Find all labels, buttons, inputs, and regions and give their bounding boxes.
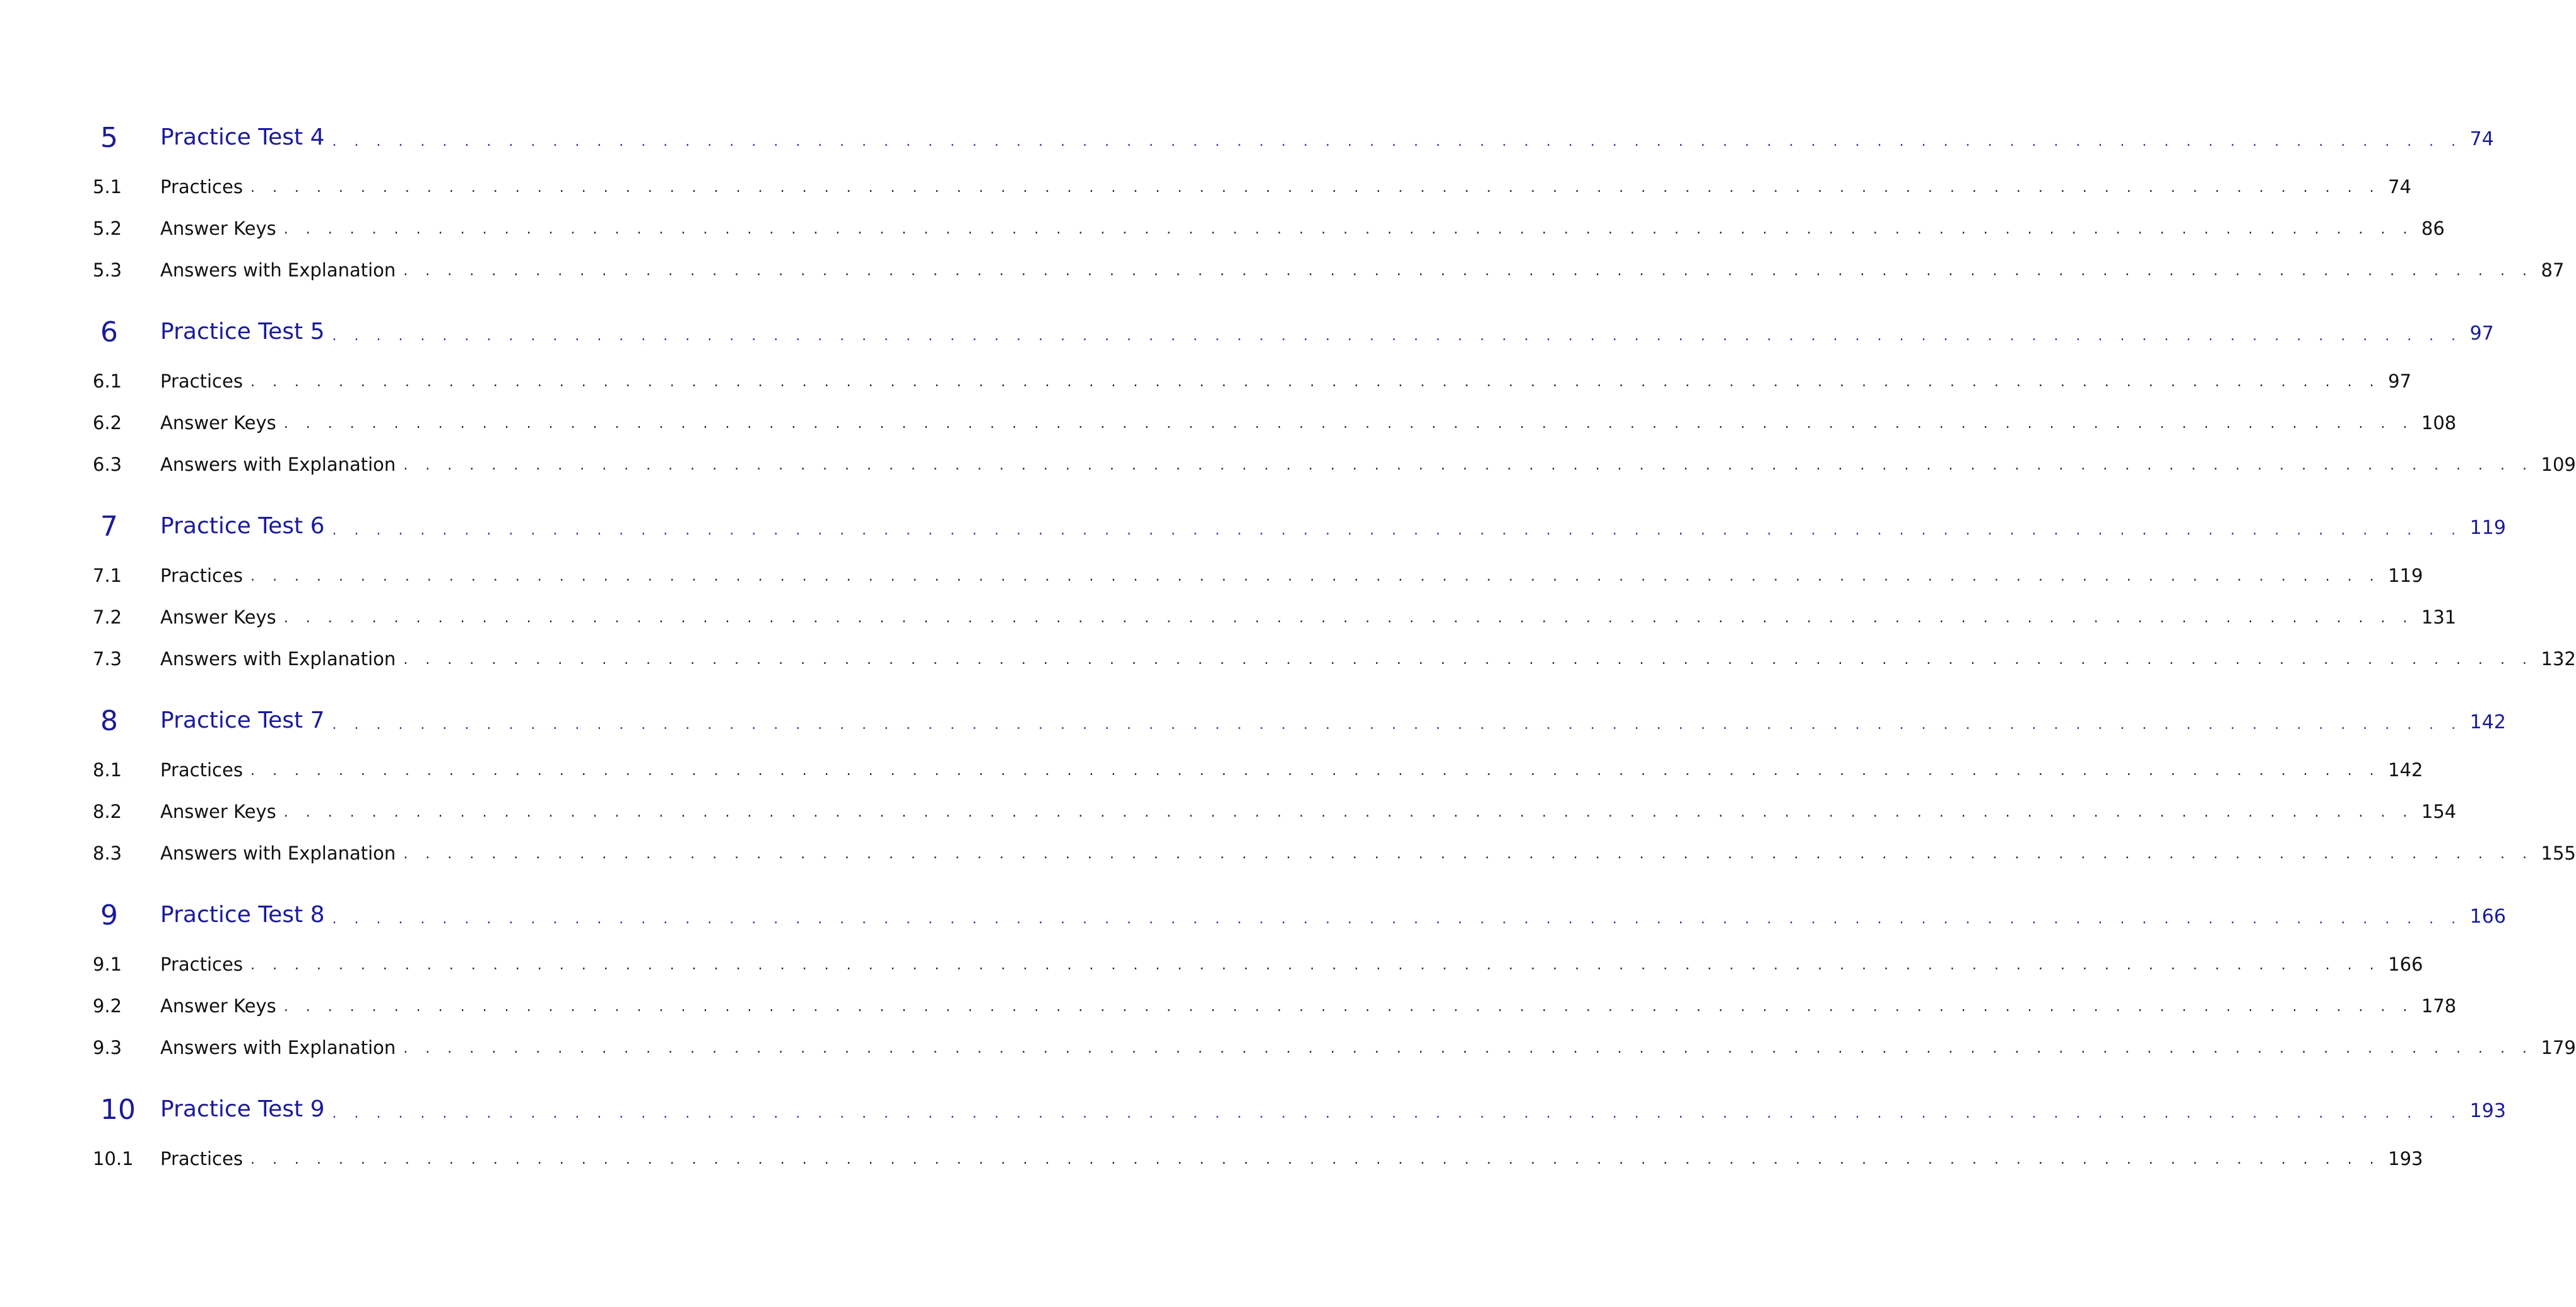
section-line — [160, 648, 2576, 670]
chapter-page-number: 193 — [2469, 1100, 2506, 1122]
section-line — [160, 954, 2423, 975]
section-page-number: 166 — [2388, 954, 2423, 975]
section-title: Answer Keys — [160, 995, 276, 1017]
section-title: Practices — [160, 370, 243, 392]
chapter-title: Practice Test 5 — [160, 319, 325, 345]
section-number: 6.2 — [93, 412, 122, 434]
section-number: 5.3 — [93, 259, 122, 281]
section-number: 9.3 — [93, 1037, 122, 1058]
chapter-line — [160, 1096, 2506, 1123]
dot-leader: . . . . . . . . . . . . . . . . . . . . . . . . . . . . . . . . . . . . . . . . . . . . . . . . . . . . . . . . . . . . . . . . . . . . . . . . . . . . . . . . . . . . . . . . . . . . . . . . . — [332, 1106, 2462, 1121]
section-line — [160, 370, 2412, 392]
dot-leader: . . . . . . . . . . . . . . . . . . . . . . . . . . . . . . . . . . . . . . . . . . . . . . . . . . . . . . . . . . . . . . . . . . . . . . . . . . . . . . . . . . . . . . . . . . . . . . . . . — [283, 999, 2414, 1015]
section-page-number: 142 — [2388, 759, 2423, 781]
chapter-title: Practice Test 8 — [160, 902, 325, 928]
chapter-number: 8 — [100, 705, 118, 737]
section-number: 5.1 — [93, 176, 122, 198]
section-number: 7.1 — [93, 565, 122, 586]
dot-leader: . . . . . . . . . . . . . . . . . . . . . . . . . . . . . . . . . . . . . . . . . . . . . . . . . . . . . . . . . . . . . . . . . . . . . . . . . . . . . . . . . . . . . . . . . . . . . . . . . — [250, 180, 2381, 196]
dot-leader: . . . . . . . . . . . . . . . . . . . . . . . . . . . . . . . . . . . . . . . . . . . . . . . . . . . . . . . . . . . . . . . . . . . . . . . . . . . . . . . . . . . . . . . . . . . . . . . . . — [403, 263, 2534, 279]
dot-leader: . . . . . . . . . . . . . . . . . . . . . . . . . . . . . . . . . . . . . . . . . . . . . . . . . . . . . . . . . . . . . . . . . . . . . . . . . . . . . . . . . . . . . . . . . . . . . . . . . — [250, 763, 2381, 779]
dot-leader: . . . . . . . . . . . . . . . . . . . . . . . . . . . . . . . . . . . . . . . . . . . . . . . . . . . . . . . . . . . . . . . . . . . . . . . . . . . . . . . . . . . . . . . . . . . . . . . . . — [403, 1041, 2534, 1056]
section-title: Practices — [160, 565, 243, 586]
section-page-number: 74 — [2388, 176, 2412, 198]
dot-leader: . . . . . . . . . . . . . . . . . . . . . . . . . . . . . . . . . . . . . . . . . . . . . . . . . . . . . . . . . . . . . . . . . . . . . . . . . . . . . . . . . . . . . . . . . . . . . . . . . — [332, 523, 2462, 538]
section-line — [160, 412, 2457, 434]
section-line — [160, 843, 2576, 864]
dot-leader: . . . . . . . . . . . . . . . . . . . . . . . . . . . . . . . . . . . . . . . . . . . . . . . . . . . . . . . . . . . . . . . . . . . . . . . . . . . . . . . . . . . . . . . . . . . . . . . . . — [332, 911, 2462, 927]
chapter-page-number: 74 — [2469, 128, 2494, 150]
section-page-number: 108 — [2421, 412, 2457, 434]
section-page-number: 154 — [2421, 801, 2457, 822]
section-line — [160, 995, 2457, 1017]
section-page-number: 131 — [2421, 606, 2457, 628]
section-title: Answers with Explanation — [160, 454, 396, 475]
dot-leader: . . . . . . . . . . . . . . . . . . . . . . . . . . . . . . . . . . . . . . . . . . . . . . . . . . . . . . . . . . . . . . . . . . . . . . . . . . . . . . . . . . . . . . . . . . . . . . . . . — [332, 328, 2462, 344]
section-page-number: 132 — [2541, 648, 2576, 670]
dot-leader: . . . . . . . . . . . . . . . . . . . . . . . . . . . . . . . . . . . . . . . . . . . . . . . . . . . . . . . . . . . . . . . . . . . . . . . . . . . . . . . . . . . . . . . . . . . . . . . . . — [403, 652, 2534, 668]
chapter-line — [160, 902, 2506, 928]
chapter-line — [160, 319, 2494, 345]
section-title: Answers with Explanation — [160, 259, 396, 281]
chapter-line — [160, 707, 2506, 734]
section-title: Answers with Explanation — [160, 648, 396, 670]
dot-leader: . . . . . . . . . . . . . . . . . . . . . . . . . . . . . . . . . . . . . . . . . . . . . . . . . . . . . . . . . . . . . . . . . . . . . . . . . . . . . . . . . . . . . . . . . . . . . . . . . — [332, 717, 2462, 733]
dot-leader: . . . . . . . . . . . . . . . . . . . . . . . . . . . . . . . . . . . . . . . . . . . . . . . . . . . . . . . . . . . . . . . . . . . . . . . . . . . . . . . . . . . . . . . . . . . . . . . . . — [250, 374, 2381, 390]
section-title: Answer Keys — [160, 218, 276, 239]
section-page-number: 119 — [2388, 565, 2423, 586]
section-line — [160, 259, 2565, 281]
dot-leader: . . . . . . . . . . . . . . . . . . . . . . . . . . . . . . . . . . . . . . . . . . . . . . . . . . . . . . . . . . . . . . . . . . . . . . . . . . . . . . . . . . . . . . . . . . . . . . . . . — [283, 610, 2414, 626]
section-number: 7.2 — [93, 606, 122, 628]
dot-leader: . . . . . . . . . . . . . . . . . . . . . . . . . . . . . . . . . . . . . . . . . . . . . . . . . . . . . . . . . . . . . . . . . . . . . . . . . . . . . . . . . . . . . . . . . . . . . . . . . — [250, 569, 2381, 584]
chapter-page-number: 97 — [2469, 322, 2494, 345]
dot-leader: . . . . . . . . . . . . . . . . . . . . . . . . . . . . . . . . . . . . . . . . . . . . . . . . . . . . . . . . . . . . . . . . . . . . . . . . . . . . . . . . . . . . . . . . . . . . . . . . . — [283, 416, 2414, 432]
chapter-title: Practice Test 7 — [160, 707, 325, 733]
chapter-number: 10 — [100, 1094, 136, 1126]
section-title: Answer Keys — [160, 801, 276, 822]
section-line — [160, 1148, 2423, 1169]
chapter-number: 6 — [100, 316, 118, 348]
section-number: 8.3 — [93, 843, 122, 864]
section-number: 7.3 — [93, 648, 122, 670]
section-number: 9.1 — [93, 954, 122, 975]
section-page-number: 193 — [2388, 1148, 2423, 1169]
section-page-number: 178 — [2421, 995, 2457, 1017]
section-page-number: 97 — [2388, 370, 2412, 392]
section-number: 9.2 — [93, 995, 122, 1017]
section-page-number: 155 — [2541, 843, 2576, 864]
section-line — [160, 176, 2412, 198]
chapter-number: 5 — [100, 122, 118, 154]
section-title: Practices — [160, 954, 243, 975]
chapter-number: 9 — [100, 899, 118, 931]
chapter-page-number: 142 — [2469, 711, 2506, 733]
section-line — [160, 454, 2576, 475]
chapter-title: Practice Test 6 — [160, 513, 325, 539]
section-line — [160, 606, 2457, 628]
dot-leader: . . . . . . . . . . . . . . . . . . . . . . . . . . . . . . . . . . . . . . . . . . . . . . . . . . . . . . . . . . . . . . . . . . . . . . . . . . . . . . . . . . . . . . . . . . . . . . . . . — [403, 458, 2534, 473]
chapter-number: 7 — [100, 511, 118, 543]
dot-leader: . . . . . . . . . . . . . . . . . . . . . . . . . . . . . . . . . . . . . . . . . . . . . . . . . . . . . . . . . . . . . . . . . . . . . . . . . . . . . . . . . . . . . . . . . . . . . . . . . — [332, 134, 2462, 150]
chapter-page-number: 119 — [2469, 517, 2506, 539]
section-title: Practices — [160, 1148, 243, 1169]
dot-leader: . . . . . . . . . . . . . . . . . . . . . . . . . . . . . . . . . . . . . . . . . . . . . . . . . . . . . . . . . . . . . . . . . . . . . . . . . . . . . . . . . . . . . . . . . . . . . . . . . — [283, 805, 2414, 820]
section-line — [160, 759, 2423, 781]
section-number: 5.2 — [93, 218, 122, 239]
dot-leader: . . . . . . . . . . . . . . . . . . . . . . . . . . . . . . . . . . . . . . . . . . . . . . . . . . . . . . . . . . . . . . . . . . . . . . . . . . . . . . . . . . . . . . . . . . . . . . . . . — [283, 222, 2414, 237]
dot-leader: . . . . . . . . . . . . . . . . . . . . . . . . . . . . . . . . . . . . . . . . . . . . . . . . . . . . . . . . . . . . . . . . . . . . . . . . . . . . . . . . . . . . . . . . . . . . . . . . . — [250, 1152, 2381, 1168]
section-page-number: 179 — [2541, 1037, 2576, 1058]
section-title: Answer Keys — [160, 412, 276, 434]
section-title: Answers with Explanation — [160, 843, 396, 864]
section-line — [160, 218, 2445, 239]
section-number: 10.1 — [93, 1148, 134, 1169]
section-number: 6.1 — [93, 370, 122, 392]
section-line — [160, 565, 2423, 586]
section-title: Answer Keys — [160, 606, 276, 628]
chapter-line — [160, 124, 2494, 151]
chapter-line — [160, 513, 2506, 540]
section-title: Practices — [160, 759, 243, 781]
section-number: 8.2 — [93, 801, 122, 822]
section-title: Practices — [160, 176, 243, 198]
section-page-number: 87 — [2541, 259, 2565, 281]
section-line — [160, 801, 2457, 822]
section-title: Answers with Explanation — [160, 1037, 396, 1058]
dot-leader: . . . . . . . . . . . . . . . . . . . . . . . . . . . . . . . . . . . . . . . . . . . . . . . . . . . . . . . . . . . . . . . . . . . . . . . . . . . . . . . . . . . . . . . . . . . . . . . . . — [403, 846, 2534, 862]
section-line — [160, 1037, 2576, 1058]
section-number: 8.1 — [93, 759, 122, 781]
section-number: 6.3 — [93, 454, 122, 475]
chapter-title: Practice Test 4 — [160, 124, 325, 150]
section-page-number: 109 — [2541, 454, 2576, 475]
dot-leader: . . . . . . . . . . . . . . . . . . . . . . . . . . . . . . . . . . . . . . . . . . . . . . . . . . . . . . . . . . . . . . . . . . . . . . . . . . . . . . . . . . . . . . . . . . . . . . . . . — [250, 957, 2381, 973]
chapter-page-number: 166 — [2469, 906, 2506, 928]
chapter-title: Practice Test 9 — [160, 1096, 325, 1122]
section-page-number: 86 — [2421, 218, 2445, 239]
